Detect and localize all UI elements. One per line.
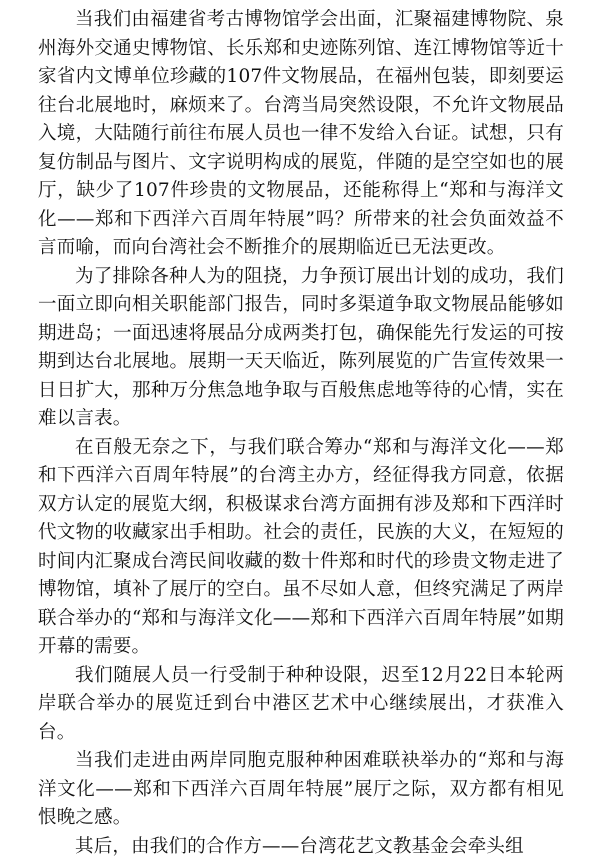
paragraph-3: 在百般无奈之下，与我们联合筹办“郑和与海洋文化——郑和下西洋六百周年特展”的台湾主办方，经征得我方同意，依据双方认定的展览大纲，积极谋求台湾方面拥有涉及郑和下西洋时代文物的收藏家出手相助。社会的责任，民族的大义，在短短的时间内汇聚成台湾民间收藏的数十件郑和时代的珍贵文物走进了博物馆，填补了展厅的空白。虽不尽如人意，但终究满足了两岸联合举办的“郑和与海洋文化——郑和下西洋六百周年特展”如期开幕的需要。 (38, 434, 564, 662)
paragraph-5: 当我们走进由两岸同胞克服种种困难联袂举办的“郑和与海洋文化——郑和下西洋六百周年特展”展厅之际，双方都有相见恨晚之感。 (38, 747, 564, 833)
paragraph-2: 为了排除各种人为的阻挠，力争预订展出计划的成功，我们一面立即向相关职能部门报告，同时多渠道争取文物展品能够如期进岛；一面迅速将展品分成两类打包，确保能先行发运的可按期到达台北展地。展期一天天临近，陈列展览的广告宣传效果一日日扩大，那种万分焦急地争取与百般焦虑地等待的心情，实在难以言表。 (38, 263, 564, 434)
paragraph-1: 当我们由福建省考古博物馆学会出面，汇聚福建博物院、泉州海外交通史博物馆、长乐郑和史迹陈列馆、连江博物馆等近十家省内文博单位珍藏的107件文物展品，在福州包装，即刻要运往台北展地时，麻烦来了。台湾当局突然设限，不允许文物展品入境，大陆随行前往布展人员也一律不发给入台证。试想，只有复仿制品与图片、文字说明构成的展览，伴随的是空空如也的展厅，缺少了107件珍贵的文物展品，还能称得上“郑和与海洋文化——郑和下西洋六百周年特展”吗？所带来的社会负面效益不言而喻，而向台湾社会不断推介的展期临近已无法更改。 (38, 6, 564, 263)
paragraph-6: 其后，由我们的合作方——台湾花艺文教基金会牵头组 (38, 833, 564, 861)
paragraph-4: 我们随展人员一行受制于种种设限，迟至12月22日本轮两岸联合举办的展览迁到台中港区艺术中心继续展出，才获准入台。 (38, 662, 564, 748)
